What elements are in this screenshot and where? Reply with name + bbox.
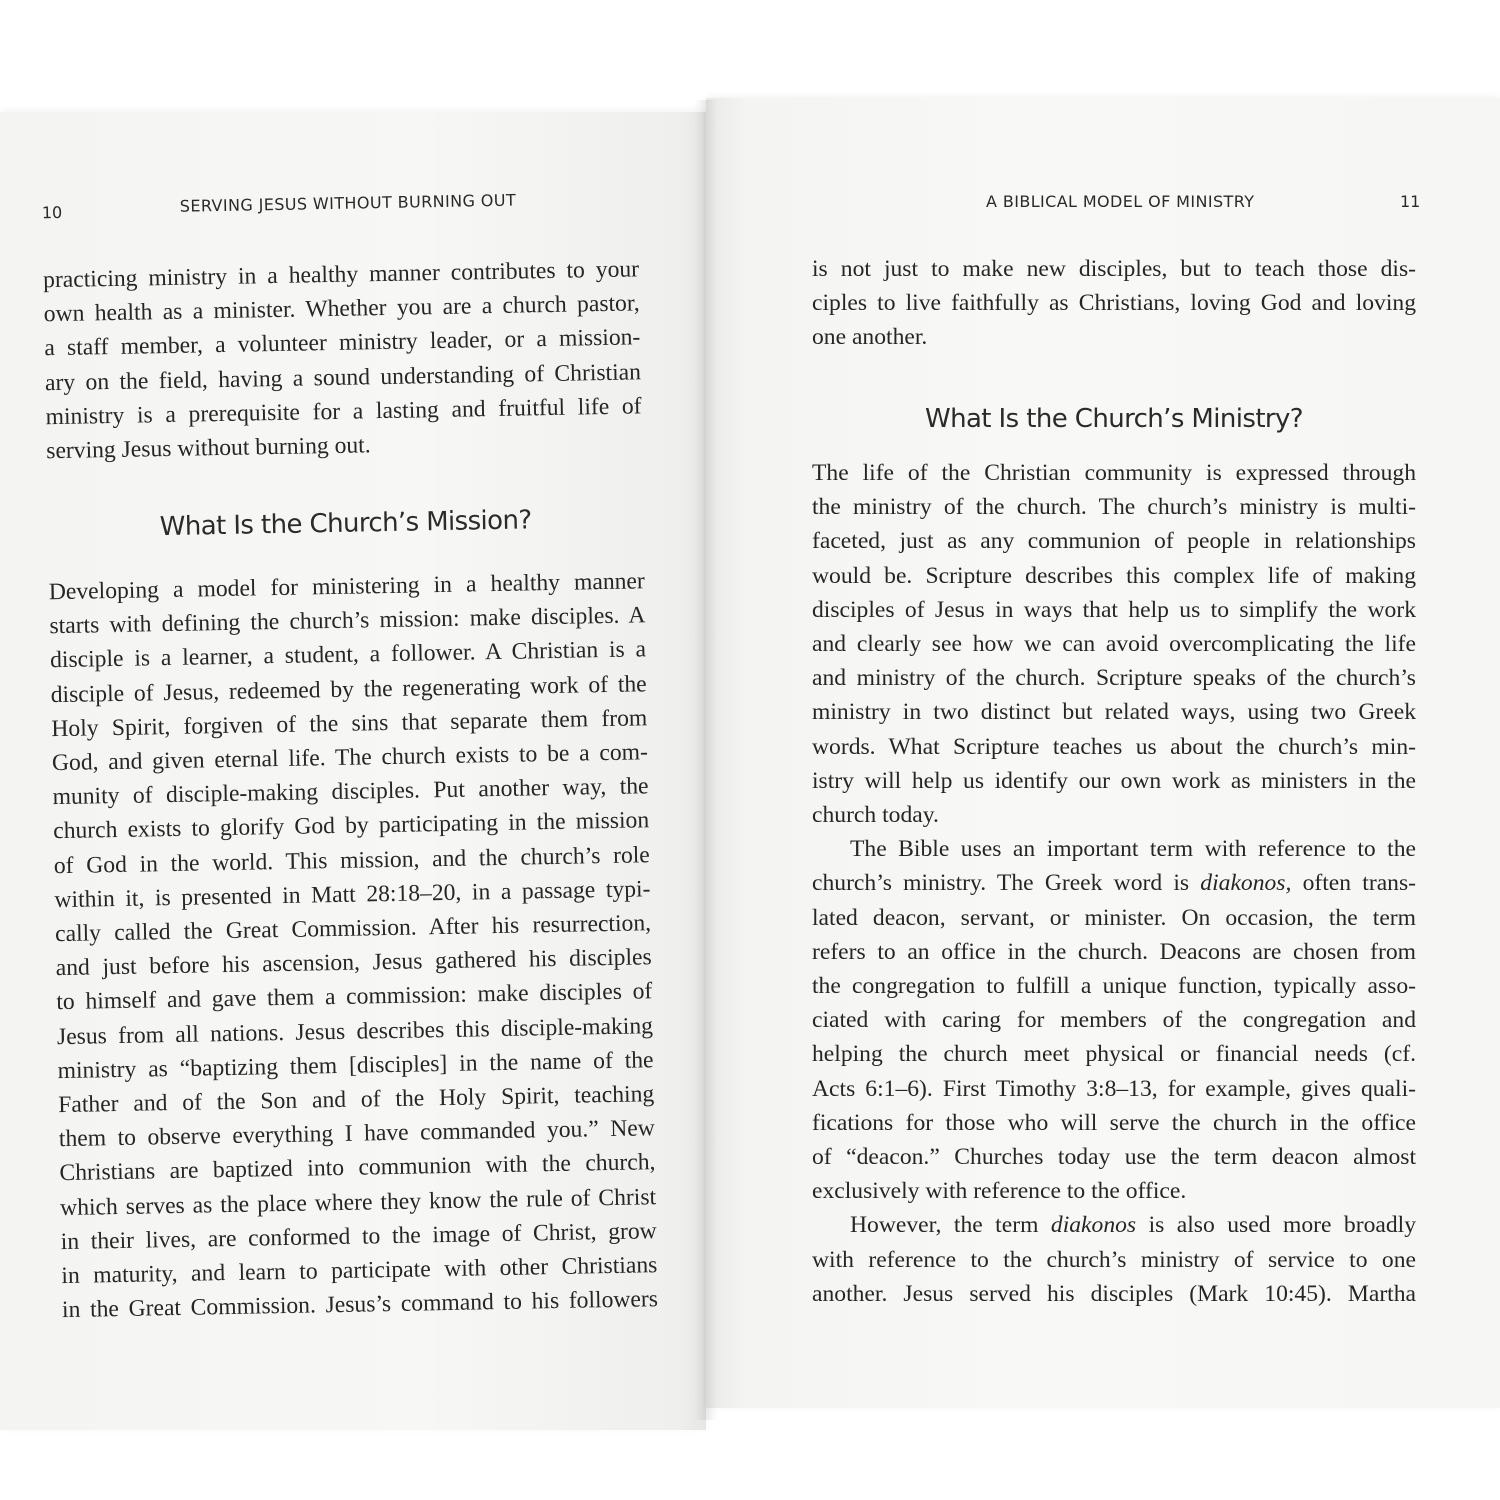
text-line: in their lives, are conformed to the image of Christ, grow [60,1218,657,1255]
text-line: Acts 6:1–6). First Timothy 3:8–13, for example, gives quali- [812,1075,1416,1102]
right-intro-paragraph [812,252,1416,355]
right-running-head: A BIBLICAL MODEL OF MINISTRY [986,192,1255,211]
text-line: Holy Spirit, forgiven of the sins that separate them from [51,705,648,742]
text-line: istry will help us identify our own work as ministers in the [812,767,1416,794]
text-line: cally called the Great Commission. After his resurrection, [54,910,652,948]
text-line: of “deacon.” Churches today use the term deacon almost [812,1144,1416,1171]
text-line: lated deacon, servant, or minister. On occasion, the term [812,904,1416,931]
text-line: the ministry of the church. The church’s ministry is multi- [812,494,1416,521]
text-line: would be. Scripture describes this complex life of making [812,562,1416,589]
text-line: ministry in two distinct but related ways, using two Greek [812,699,1416,726]
text-line: the congregation to fulfill a unique function, typically asso- [812,973,1416,1000]
text-line: within it, is presented in Matt 28:18–20, in a passage typi- [54,876,651,913]
text-line: ministry as “baptizing them [disciples] in the name of the [57,1047,654,1084]
text-line: and clearly see how we can avoid overcomplicating the life [812,631,1416,658]
left-intro-paragraph [43,252,643,468]
text-line: church exists to glorify God by participating in the mission [53,807,650,845]
text-line: refers to an office in the church. Deacons are chosen from [812,938,1416,965]
text-run: However, the term [850,1212,1051,1239]
text-line: church today. [812,802,939,829]
text-line: helping the church meet physical or financial needs (cf. [812,1041,1416,1068]
right-section-heading: What Is the Church’s Ministry? [924,404,1304,434]
text-line: and just before his ascension, Jesus gathered his disciples [55,944,652,982]
text-line: munity of disciple-making disciples. Put another way, the [52,773,649,811]
text-line: faceted, just as any communion of people in relationships [812,528,1416,555]
left-section-heading: What Is the Church’s Mission? [159,505,532,543]
text-line: is not just to make new disciples, but to teach those dis- [812,256,1416,282]
text-line: disciple of Jesus, redeemed by the regenerating work of the [50,670,647,708]
text-line: The life of the Christian community is expressed through [812,460,1416,486]
text-line: practicing ministry in a healthy manner contributes to your [42,256,640,294]
text-line: words. What Scripture teaches us about the church’s min- [812,733,1416,760]
text-line: fications for those who will serve the church in the office [812,1109,1416,1136]
text-line: Developing a model for ministering in a healthy manner [48,568,645,606]
text-line: ary on the field, having a sound understanding of Christian [44,358,642,396]
text-line: ciples to live faithfully as Christians, loving God and loving [812,290,1416,317]
text-line: to himself and gave them a commission: make disciples of [56,978,653,1016]
text-line: disciple is a learner, a student, a follower. A Christian is a [49,636,647,674]
text-line: starts with defining the church’s mission: make disciples. A [49,602,646,640]
text-line [812,1208,1416,1242]
text-run: church’s ministry. The Greek word is [812,870,1201,897]
text-line: own health as a minister. Whether you are a church pastor, [43,290,640,328]
left-page-number: 10 [41,202,63,223]
text-line: of God in the world. This mission, and the church’s role [53,841,651,879]
left-body-paragraph [49,564,659,1327]
text-line: with reference to the church’s ministry of service to one [812,1246,1416,1273]
text-line: which serves as the place where they know the rule of Christ [59,1183,657,1221]
text-line: another. Jesus served his disciples (Mark 10:45). Martha [812,1280,1416,1307]
text-run: is also used more broadly [1136,1212,1416,1239]
left-page-content [0,0,733,1500]
text-line: a staff member, a volunteer ministry leader, or a mission- [44,324,641,362]
text-line: and ministry of the church. Scripture speaks of the church’s [812,665,1416,692]
text-line: Jesus from all nations. Jesus describes this disciple-making [56,1012,654,1050]
text-line: The Bible uses an important term with reference to the [850,836,1416,863]
text-run: often trans- [1291,870,1416,897]
text-line: God, and given eternal life. The church exists to be a com- [51,739,649,777]
greek-term: diakonos, [1200,870,1292,897]
text-line: in maturity, and learn to participate with other Christians [61,1252,658,1290]
text-line [812,866,1416,900]
right-paragraph-1 [812,456,1416,1311]
text-line: in the Great Commission. Jesus’s command to his followers [61,1286,659,1324]
text-line: ministry is a prerequisite for a lasting and fruitful life of [45,393,642,431]
text-line: them to observe everything I have commanded you.” New [58,1115,656,1153]
text-line: Father and of the Son and of the Holy Spirit, teaching [58,1081,655,1119]
text-line: Christians are baptized into communion with the church, [59,1149,656,1187]
text-line: disciples of Jesus in ways that help us to simplify the work [812,596,1416,623]
right-page-number: 11 [1400,192,1421,211]
left-running-head: SERVING JESUS WITHOUT BURNING OUT [179,190,517,216]
text-line: ciated with caring for members of the congregation and [812,1007,1416,1034]
greek-term: diakonos [1050,1212,1137,1239]
text-line: serving Jesus without burning out. [46,432,371,465]
text-line: exclusively with reference to the office. [812,1178,1187,1205]
text-line: one another. [812,324,928,351]
